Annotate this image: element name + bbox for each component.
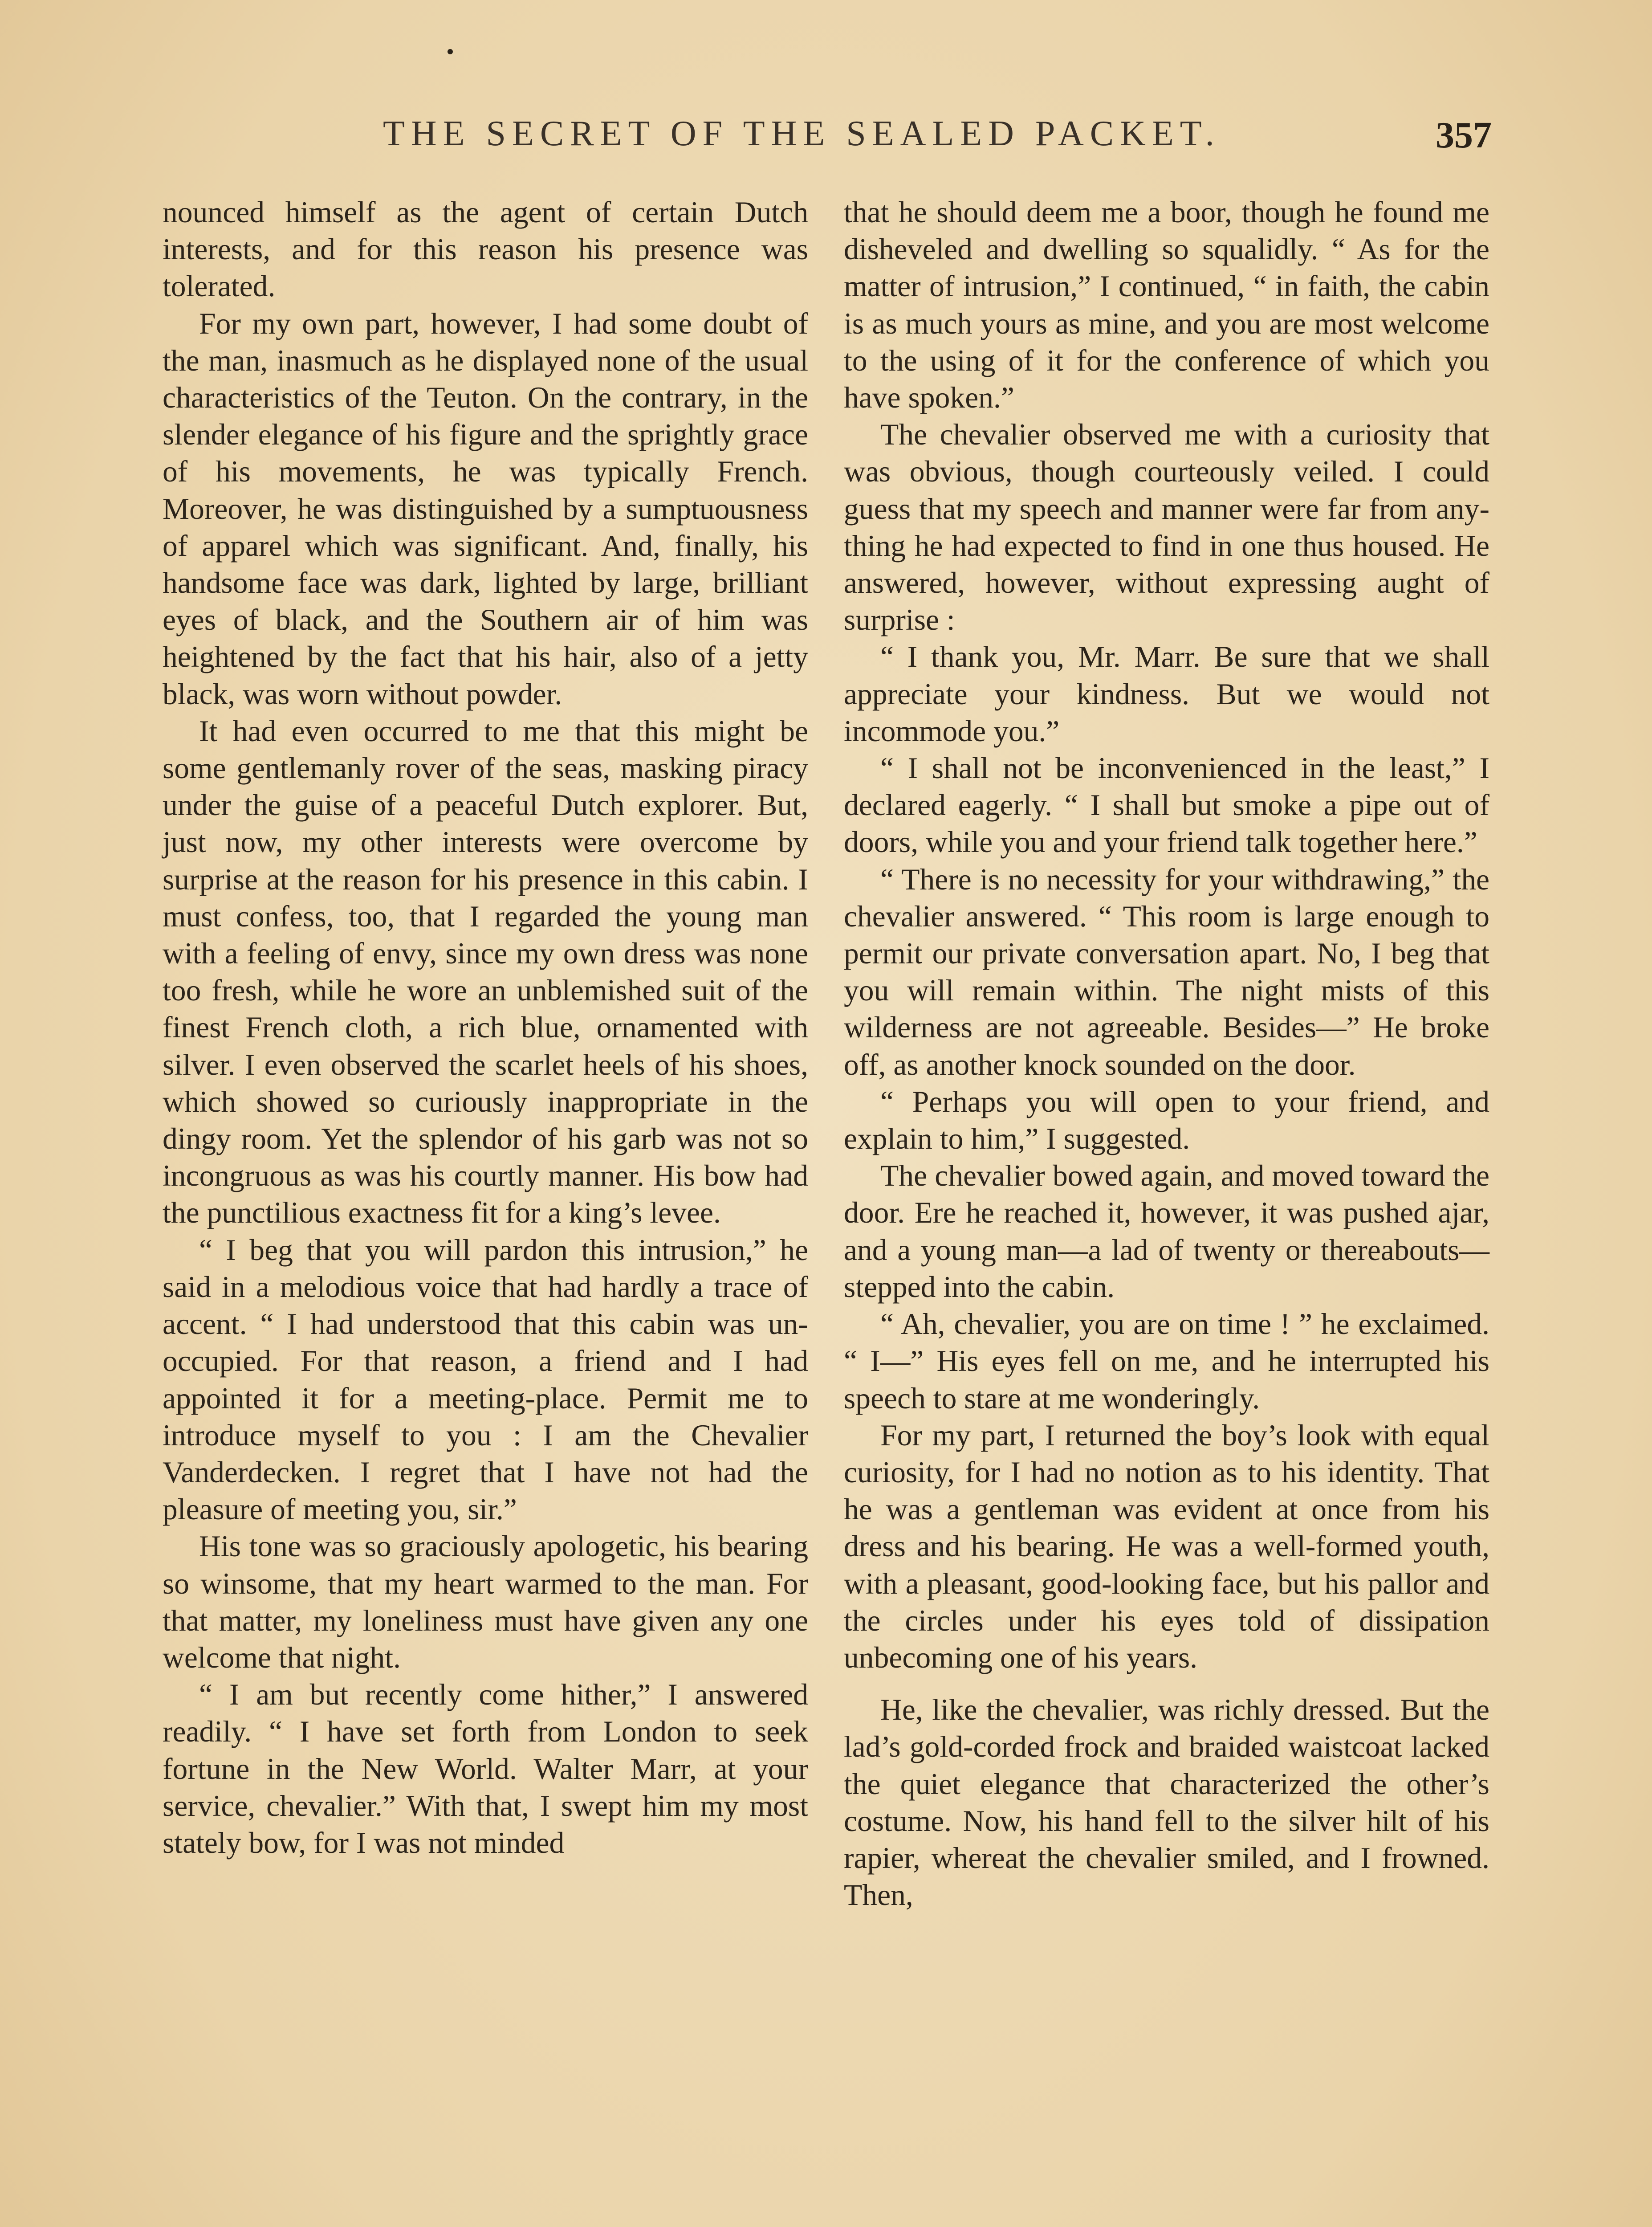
right-column [844,194,1489,1913]
paragraph: His tone was so graciously apologetic, his bearing so winsome, that my heart warmed to the man. For that matter, my loneliness must have given any one welcome that night. [163,1530,808,1674]
paragraph: The chevalier observed me with a curiosity that was obvious, though courteously veiled. I could guess that my speech and manner were far from anything he had expected to find in one thus housed. He answered, however, without expressing aught of surprise : [844,418,1489,637]
paragraph: For my part, I returned the boy’s look with equal curiosity, for I had no notion as to his identity. That he was a gentleman was evident at once from his dress and his bearing. He was a well-formed youth, with a pleasant, good-looking face, but his pallor and the circles under his eyes told of dissipation unbecoming one of his years. [844,1418,1489,1674]
paragraph: “ There is no necessity for your withdrawing,” the chevalier answered. “ This room is large enough to permit our private conversation apart. No, I beg that you will remain within. The night mists of this wilderness are not agreeable. Besides—” He broke off, as another knock sounded on the door. [844,862,1489,1081]
page-header [160,114,1492,171]
paragraph: “ I shall not be inconvenienced in the least,” I declared eagerly. “ I shall but smoke a pipe out of doors, while you and your friend talk together here.” [844,751,1489,859]
page-number: 357 [1436,114,1492,156]
left-column [163,194,808,1861]
paragraph: The chevalier bowed again, and moved toward the door. Ere he reached it, however, it was pushed ajar, and a young man—a lad of twenty or thereabouts—stepped into the cabin. [844,1159,1489,1304]
paragraph: “ I beg that you will pardon this intrusion,” he said in a melodious voice that had hardly a trace of accent. “ I had understood that this cabin was unoccupied. For that reason, a friend and I had appointed it for a meeting-place. Permit me to introduce myself to you : I am the Chevalier Vanderdecken. I regret that I have not had the pleasure of meeting you, sir.” [163,1233,808,1526]
running-title: THE SECRET OF THE SEALED PACKET. [383,114,1221,153]
paragraph: “ I am but recently come hither,” I answered readily. “ I have set forth from London to seek fortune in the New World. Walter Marr, at your service, chevalier.” With that, I swept him my most stately bow, for I was not minded [163,1678,808,1860]
paragraph: that he should deem me a boor, though he found me disheveled and dwelling so squalidly. “ As for the matter of intrusion,” I continued, “ in faith, the cabin is as much yours as mine, and you are most welcome to the using of it for the conference of which you have spoken.” [844,196,1489,415]
paragraph: He, like the chevalier, was richly dressed. But the lad’s gold-corded frock and braided waistcoat lacked the quiet elegance that characterized the other’s costume. Now, his hand fell to the silver hilt of his rapier, whereat the chevalier smiled, and I frowned. Then, [844,1693,1489,1912]
paragraph: nounced himself as the agent of certain Dutch interests, and for this reason his presence was tolerated. [163,196,808,303]
paragraph: “ I thank you, Mr. Marr. Be sure that we shall appreciate your kindness. But we would not incommode you.” [844,640,1489,748]
paragraph: “ Perhaps you will open to your friend, and explain to him,” I suggested. [844,1085,1489,1156]
ink-speck [448,49,453,54]
paragraph: It had even occurred to me that this might be some gentlemanly rover of the seas, masking piracy under the guise of a peaceful Dutch explorer. But, just now, my other interests were overcome by surprise at the reason for his presence in this cabin. I must confess, too, that I regarded the young man with a feeling of envy, since my own dress was none too fresh, while he wore an unblemished suit of the finest French cloth, a rich blue, ornamented with silver. I even observed the scarlet heels of his shoes, which showed so curiously inappropriate in the dingy room. Yet the splendor of his garb was not so incongruous as was his courtly manner. His bow had the punctilious exactness fit for a king’s levee. [163,714,808,1230]
paragraph: “ Ah, chevalier, you are on time ! ” he exclaimed. “ I—” His eyes fell on me, and he interrupted his speech to stare at me wonderingly. [844,1307,1489,1415]
paragraph: For my own part, however, I had some doubt of the man, inasmuch as he displayed none of the usual characteristics of the Teuton. On the contrary, in the slender elegance of his figure and the sprightly grace of his movements, he was typically French. Moreover, he was distinguished by a sumptuousness of apparel which was significant. And, finally, his handsome face was dark, lighted by large, brilliant eyes of black, and the Southern air of him was heightened by the fact that his hair, also of a jetty black, was worn without powder. [163,306,808,711]
